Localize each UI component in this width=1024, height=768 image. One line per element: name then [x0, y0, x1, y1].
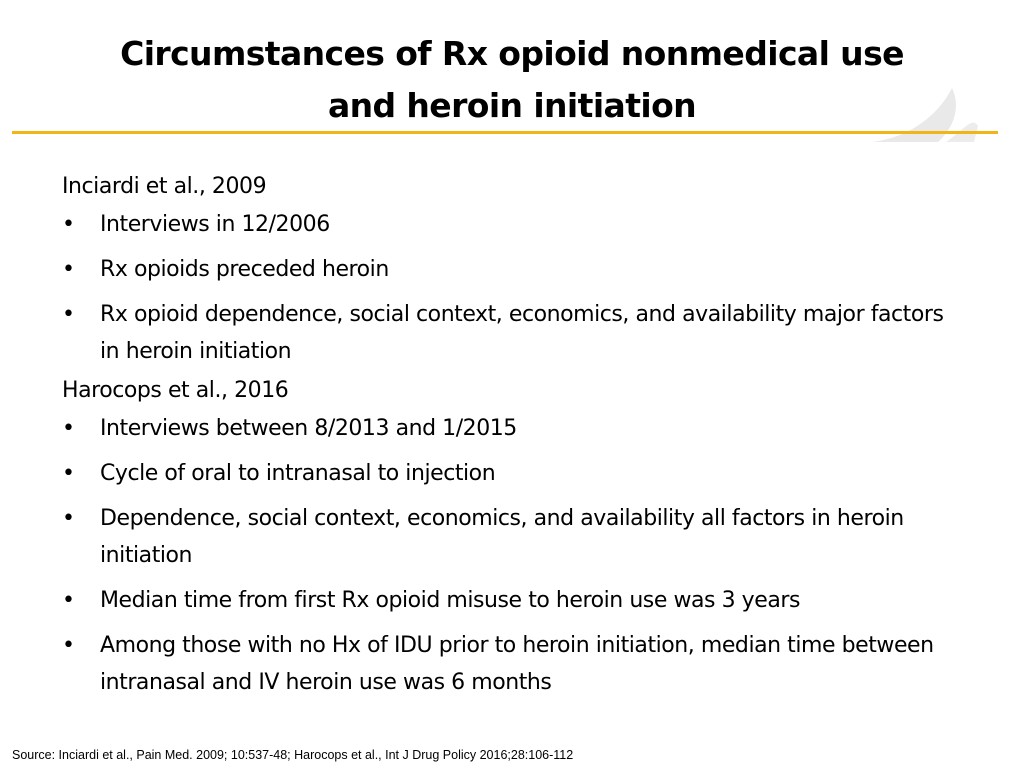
bullet-text: Interviews in 12/2006 — [100, 212, 330, 237]
bullet-text: Among those with no Hx of IDU prior to heroin initiation, median time between intranasal and IV heroin use was 6 months — [100, 633, 934, 695]
bullet-icon: • — [62, 588, 75, 613]
bullet-icon: • — [62, 416, 75, 441]
list-item — [62, 500, 962, 574]
slide-title-line-2: and heroin initiation — [327, 86, 697, 125]
bullet-text: Median time from first Rx opioid misuse to heroin use was 3 years — [100, 588, 800, 613]
decorative-swoosh-logo — [868, 86, 980, 146]
list-item — [62, 582, 962, 619]
bullet-icon: • — [62, 302, 75, 327]
list-item — [62, 410, 962, 447]
bullet-icon: • — [62, 633, 75, 658]
slide-title-line-1: Circumstances of Rx opioid nonmedical use — [120, 34, 904, 73]
slide-title — [40, 28, 984, 132]
list-item — [62, 627, 962, 701]
bullet-list-harocops — [62, 410, 962, 701]
bullet-text: Interviews between 8/2013 and 1/2015 — [100, 416, 517, 441]
bullet-icon: • — [62, 506, 75, 531]
title-underline-rule — [12, 131, 998, 134]
study-heading-inciardi: Inciardi et al., 2009 — [62, 174, 267, 199]
bullet-text: Cycle of oral to intranasal to injection — [100, 461, 496, 486]
list-item — [62, 206, 962, 243]
bullet-icon: • — [62, 212, 75, 237]
bullet-icon: • — [62, 257, 75, 282]
list-item — [62, 455, 962, 492]
list-item — [62, 251, 962, 288]
list-item — [62, 296, 962, 370]
slide-body — [62, 168, 962, 701]
bullet-icon: • — [62, 461, 75, 486]
study-heading-harocops: Harocops et al., 2016 — [62, 378, 289, 403]
source-citation: Source: Inciardi et al., Pain Med. 2009; 10:537-48; Harocops et al., Int J Drug Policy 2016;28:106-112 — [12, 748, 574, 762]
bullet-text: Rx opioid dependence, social context, economics, and availability major factors in heroin initiation — [100, 302, 944, 364]
bullet-text: Dependence, social context, economics, and availability all factors in heroin initiation — [100, 506, 904, 568]
bullet-list-inciardi — [62, 206, 962, 370]
bullet-text: Rx opioids preceded heroin — [100, 257, 389, 282]
